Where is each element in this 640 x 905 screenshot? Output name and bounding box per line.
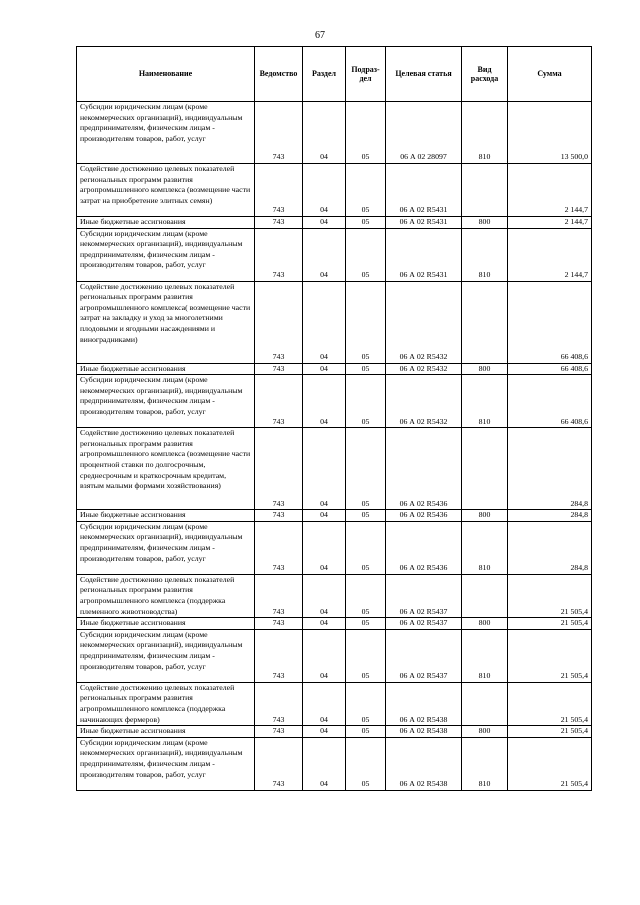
row-amount: 2 144,7 — [508, 164, 592, 217]
row-expense-type — [462, 428, 508, 510]
table-row — [77, 737, 592, 790]
row-target-article: 06 А 02 R5432 — [386, 375, 462, 428]
row-expense-type: 800 — [462, 618, 508, 630]
row-name: Иные бюджетные ассигнования — [77, 726, 255, 738]
row-name: Субсидии юридическим лицам (кроме некоммерческих организаций), индивидуальным предпринимателям, физическим лицам - производителям товаров, работ, услуг — [77, 102, 255, 164]
header-amount: Сумма — [508, 47, 592, 102]
row-target-article: 06 А 02 R5437 — [386, 574, 462, 617]
row-expense-type: 800 — [462, 510, 508, 522]
row-expense-type: 810 — [462, 629, 508, 682]
row-amount: 21 505,4 — [508, 726, 592, 738]
row-section: 04 — [303, 629, 346, 682]
table-row — [77, 102, 592, 164]
row-expense-type: 810 — [462, 375, 508, 428]
row-amount: 284,8 — [508, 428, 592, 510]
row-section: 04 — [303, 726, 346, 738]
row-section: 04 — [303, 228, 346, 281]
row-expense-type: 810 — [462, 102, 508, 164]
row-ministry: 743 — [255, 428, 303, 510]
row-ministry: 743 — [255, 375, 303, 428]
row-subsection: 05 — [346, 682, 386, 725]
row-amount: 2 144,7 — [508, 217, 592, 229]
row-amount: 13 500,0 — [508, 102, 592, 164]
row-ministry: 743 — [255, 682, 303, 725]
row-name: Субсидии юридическим лицам (кроме некоммерческих организаций), индивидуальным предпринимателям, физическим лицам - производителям товаров, работ, услуг — [77, 228, 255, 281]
header-target-article: Целевая статья — [386, 47, 462, 102]
row-expense-type: 800 — [462, 363, 508, 375]
row-target-article: 06 А 02 R5432 — [386, 363, 462, 375]
table-row — [77, 363, 592, 375]
row-section: 04 — [303, 737, 346, 790]
row-subsection: 05 — [346, 375, 386, 428]
table-row — [77, 217, 592, 229]
row-amount: 21 505,4 — [508, 629, 592, 682]
header-name: Наименование — [77, 47, 255, 102]
row-name: Иные бюджетные ассигнования — [77, 510, 255, 522]
row-ministry: 743 — [255, 228, 303, 281]
row-ministry: 743 — [255, 510, 303, 522]
row-section: 04 — [303, 428, 346, 510]
row-subsection: 05 — [346, 510, 386, 522]
row-target-article: 06 А 02 R5437 — [386, 629, 462, 682]
row-section: 04 — [303, 510, 346, 522]
row-subsection: 05 — [346, 521, 386, 574]
row-amount: 66 408,6 — [508, 375, 592, 428]
row-ministry: 743 — [255, 726, 303, 738]
table-row — [77, 521, 592, 574]
row-expense-type: 810 — [462, 228, 508, 281]
table-row — [77, 682, 592, 725]
row-amount: 66 408,6 — [508, 281, 592, 363]
row-amount: 284,8 — [508, 521, 592, 574]
row-target-article: 06 А 02 R5436 — [386, 521, 462, 574]
row-subsection: 05 — [346, 164, 386, 217]
row-target-article: 06 А 02 R5438 — [386, 682, 462, 725]
row-target-article: 06 А 02 R5438 — [386, 726, 462, 738]
row-ministry: 743 — [255, 281, 303, 363]
row-subsection: 05 — [346, 726, 386, 738]
header-ministry: Ведомство — [255, 47, 303, 102]
row-target-article: 06 А 02 R5431 — [386, 217, 462, 229]
row-subsection: 05 — [346, 618, 386, 630]
row-expense-type: 810 — [462, 737, 508, 790]
row-name: Субсидии юридическим лицам (кроме некоммерческих организаций), индивидуальным предпринимателям, физическим лицам - производителям товаров, работ, услуг — [77, 737, 255, 790]
row-target-article: 06 А 02 R5431 — [386, 228, 462, 281]
row-section: 04 — [303, 102, 346, 164]
row-amount: 66 408,6 — [508, 363, 592, 375]
row-amount: 21 505,4 — [508, 737, 592, 790]
row-ministry: 743 — [255, 521, 303, 574]
row-expense-type: 800 — [462, 217, 508, 229]
table-row — [77, 726, 592, 738]
row-target-article: 06 А 02 R5436 — [386, 428, 462, 510]
row-name: Содействие достижению целевых показателей региональных программ развития агропромышленного комплекса( возмещение части затрат на закладку и уход за многолетними плодовыми и ягодными насаждениями и виноградниками) — [77, 281, 255, 363]
table-row — [77, 428, 592, 510]
row-subsection: 05 — [346, 281, 386, 363]
table-row — [77, 281, 592, 363]
row-subsection: 05 — [346, 217, 386, 229]
row-subsection: 05 — [346, 629, 386, 682]
row-ministry: 743 — [255, 164, 303, 217]
row-ministry: 743 — [255, 102, 303, 164]
row-subsection: 05 — [346, 363, 386, 375]
row-section: 04 — [303, 375, 346, 428]
row-amount: 21 505,4 — [508, 618, 592, 630]
row-subsection: 05 — [346, 102, 386, 164]
row-name: Субсидии юридическим лицам (кроме некоммерческих организаций), индивидуальным предпринимателям, физическим лицам - производителям товаров, работ, услуг — [77, 521, 255, 574]
row-amount: 2 144,7 — [508, 228, 592, 281]
row-section: 04 — [303, 682, 346, 725]
row-section: 04 — [303, 618, 346, 630]
table-row — [77, 228, 592, 281]
row-amount: 284,8 — [508, 510, 592, 522]
row-ministry: 743 — [255, 629, 303, 682]
row-subsection: 05 — [346, 428, 386, 510]
row-target-article: 06 А 02 28097 — [386, 102, 462, 164]
row-section: 04 — [303, 217, 346, 229]
row-target-article: 06 А 02 R5432 — [386, 281, 462, 363]
row-target-article: 06 А 02 R5436 — [386, 510, 462, 522]
row-name: Иные бюджетные ассигнования — [77, 363, 255, 375]
row-subsection: 05 — [346, 574, 386, 617]
row-section: 04 — [303, 164, 346, 217]
row-expense-type — [462, 682, 508, 725]
row-name: Содействие достижению целевых показателей региональных программ развития агропромышленного комплекса (поддержка племенного животноводства) — [77, 574, 255, 617]
table-row — [77, 629, 592, 682]
row-name: Иные бюджетные ассигнования — [77, 618, 255, 630]
row-expense-type: 810 — [462, 521, 508, 574]
row-section: 04 — [303, 363, 346, 375]
row-expense-type — [462, 574, 508, 617]
row-name: Субсидии юридическим лицам (кроме некоммерческих организаций), индивидуальным предпринимателям, физическим лицам - производителям товаров, работ, услуг — [77, 629, 255, 682]
row-name: Содействие достижению целевых показателей региональных программ развития агропромышленного комплекса (поддержка начинающих фермеров) — [77, 682, 255, 725]
header-subsection: Подраз- дел — [346, 47, 386, 102]
row-expense-type — [462, 281, 508, 363]
table-row — [77, 618, 592, 630]
row-ministry: 743 — [255, 217, 303, 229]
row-ministry: 743 — [255, 363, 303, 375]
table-row — [77, 164, 592, 217]
table-header-row — [77, 47, 592, 102]
row-ministry: 743 — [255, 737, 303, 790]
row-ministry: 743 — [255, 618, 303, 630]
row-name: Содействие достижению целевых показателей региональных программ развития агропромышленного комплекса (возмещение части процентной ставки по долгосрочным, среднесрочным и краткосрочным кредитам, взятым малыми формами хозяйствования) — [77, 428, 255, 510]
row-target-article: 06 А 02 R5438 — [386, 737, 462, 790]
row-section: 04 — [303, 574, 346, 617]
table-row — [77, 375, 592, 428]
row-target-article: 06 А 02 R5437 — [386, 618, 462, 630]
row-amount: 21 505,4 — [508, 574, 592, 617]
row-expense-type: 800 — [462, 726, 508, 738]
header-section: Раздел — [303, 47, 346, 102]
row-subsection: 05 — [346, 737, 386, 790]
row-subsection: 05 — [346, 228, 386, 281]
row-section: 04 — [303, 521, 346, 574]
header-expense-type: Вид расхода — [462, 47, 508, 102]
row-ministry: 743 — [255, 574, 303, 617]
budget-table — [76, 46, 592, 791]
row-amount: 21 505,4 — [508, 682, 592, 725]
row-name: Субсидии юридическим лицам (кроме некоммерческих организаций), индивидуальным предпринимателям, физическим лицам - производителям товаров, работ, услуг — [77, 375, 255, 428]
row-name: Иные бюджетные ассигнования — [77, 217, 255, 229]
row-expense-type — [462, 164, 508, 217]
row-target-article: 06 А 02 R5431 — [386, 164, 462, 217]
table-row — [77, 510, 592, 522]
row-name: Содействие достижению целевых показателей региональных программ развития агропромышленного комплекса (возмещение части затрат на приобретение элитных семян) — [77, 164, 255, 217]
page-number: 67 — [315, 30, 325, 41]
table-row — [77, 574, 592, 617]
row-section: 04 — [303, 281, 346, 363]
